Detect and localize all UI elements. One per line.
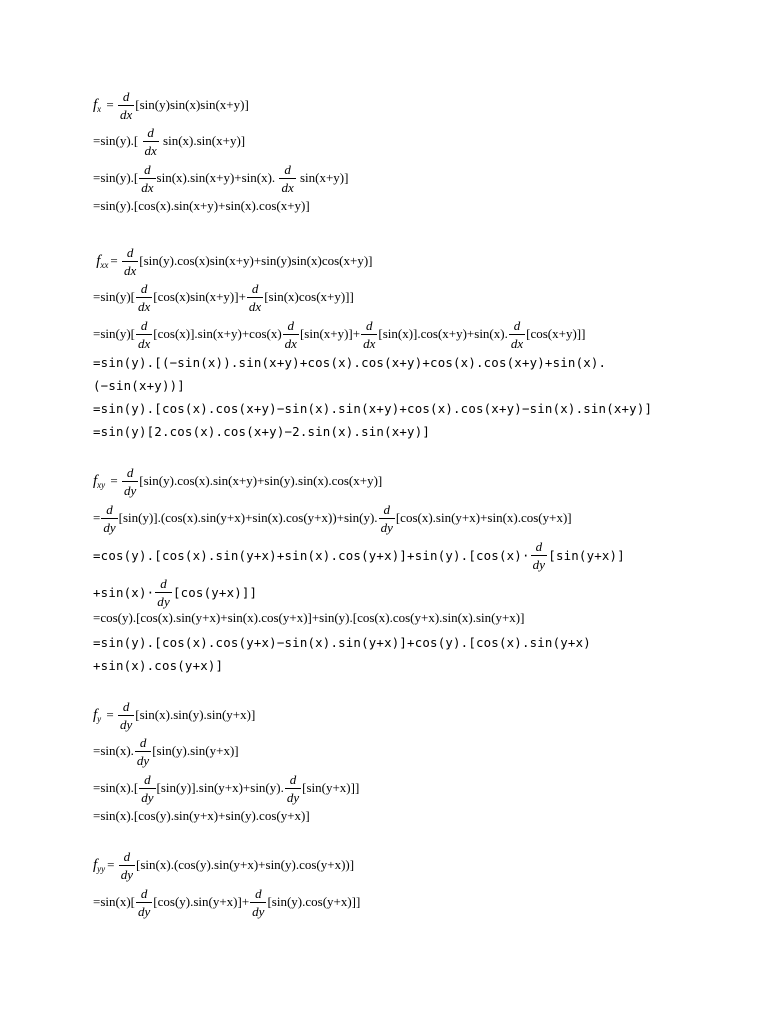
equation-text: =: [103, 97, 118, 112]
fraction-numerator: d: [284, 161, 291, 177]
equation-text: [sin(y)].sin(y+x)+sin(y).: [156, 780, 284, 795]
fraction-denominator: dx: [248, 298, 262, 314]
fraction-numerator: d: [126, 244, 134, 260]
fraction-numerator: d: [126, 464, 134, 480]
fraction-denominator: dx: [284, 335, 297, 351]
equation-text: =: [103, 707, 118, 722]
fraction-numerator: d: [287, 317, 295, 333]
equation-text: =sin(x)[: [93, 894, 135, 909]
equation-text: [sin(y+x)]]: [302, 780, 360, 795]
fraction-denominator: dy: [380, 519, 393, 535]
equation-text: =sin(x).[cos(y).sin(y+x)+sin(y).cos(y+x)]: [93, 808, 310, 823]
equation-text: [sin(x)].cos(x+y)+sin(x).: [378, 326, 508, 341]
fraction-numerator: d: [513, 317, 521, 333]
fraction-denominator: dy: [136, 752, 150, 768]
equation-text: =cos(y).[cos(x).sin(y+x)+sin(x).cos(y+x)]+sin(y).[cos(x).cos(y+x).sin(x).sin(y+x)]: [93, 610, 525, 625]
fraction-numerator: d: [139, 734, 147, 750]
fraction-denominator: dy: [103, 519, 116, 535]
equation-text: =sin(x).: [93, 743, 134, 758]
equation-text: [sin(y+x)]: [548, 547, 625, 563]
function-subscript: yy: [97, 864, 106, 874]
fraction-denominator: dy: [286, 789, 300, 805]
fraction-numerator: d: [140, 317, 148, 333]
fraction-denominator: dx: [138, 335, 151, 351]
equation-text: =cos(y).[cos(x).sin(y+x)+sin(x).cos(y+x)]+sin(y).[cos(x)·: [93, 547, 530, 563]
equation-text: =: [107, 473, 122, 488]
fraction-numerator: d: [535, 538, 543, 554]
equation-text: [cos(y+x)]]: [172, 584, 258, 600]
equation-text: =: [93, 510, 101, 525]
function-symbol: f: [93, 706, 98, 723]
fraction-denominator: dy: [120, 716, 133, 732]
equation-text: [sin(x).(cos(y).sin(y+x)+sin(y).cos(y+x))]: [136, 857, 355, 872]
function-subscript: x: [97, 104, 102, 114]
fraction-numerator: d: [144, 771, 151, 787]
equation-text: sin(x).sin(x+y)]: [159, 133, 246, 148]
equation-text: [sin(y)sin(x)sin(x+y)]: [135, 97, 249, 112]
fraction-numerator: d: [106, 501, 113, 517]
equation-line: [93, 796, 310, 836]
derivative-fraction: [136, 282, 152, 313]
equation-line: [93, 731, 239, 771]
equation-text: (−sin(x+y))]: [93, 377, 185, 393]
fraction-denominator: dx: [144, 142, 157, 158]
equation-text: =sin(x).[: [93, 780, 139, 795]
equation-text: =sin(y)[: [93, 326, 135, 341]
equation-text: =sin(y).[: [93, 170, 139, 185]
fraction-numerator: d: [122, 698, 130, 714]
equation-text: =sin(y).[cos(x).cos(x+y)−sin(x).sin(x+y)+cos(x).cos(x+y)−sin(x).sin(x+y)]: [93, 400, 653, 416]
equation-text: +sin(x)·: [93, 584, 155, 600]
fraction-denominator: dy: [138, 903, 151, 919]
equation-text: =: [110, 253, 122, 268]
equation-text: sin(x+y)]: [296, 170, 349, 185]
fraction-denominator: dy: [120, 866, 134, 882]
fraction-denominator: dx: [124, 262, 137, 278]
fraction-numerator: d: [122, 88, 130, 104]
fraction-denominator: dx: [138, 298, 151, 314]
derivative-fraction: [118, 90, 134, 121]
fraction-denominator: dy: [157, 593, 170, 609]
fraction-numerator: d: [251, 280, 259, 296]
equation-text: [sin(y).cos(y+x)]]: [267, 894, 361, 909]
equation-text: =sin(y).[cos(x).cos(y+x)−sin(x).sin(y+x)]+cos(y).[cos(x).sin(y+x): [93, 634, 591, 650]
fraction-denominator: dx: [510, 335, 524, 351]
equation-line: [93, 645, 223, 685]
fraction-numerator: d: [147, 124, 154, 140]
equation-text: [cos(y).sin(y+x)]+: [153, 894, 250, 909]
equation-line: [93, 186, 310, 226]
function-symbol: f: [93, 96, 98, 113]
function-subscript: xy: [97, 480, 106, 490]
fraction-numerator: d: [289, 771, 297, 787]
equation-line: [93, 411, 430, 451]
equation-line: [93, 277, 354, 317]
fraction-numerator: d: [123, 848, 131, 864]
derivative-fraction: [101, 503, 117, 534]
function-subscript: y: [97, 714, 102, 724]
derivative-fraction: [118, 700, 134, 731]
equation-line: [93, 535, 625, 575]
derivative-fraction: [122, 246, 138, 277]
fraction-numerator: d: [160, 575, 167, 591]
fraction-denominator: dx: [281, 179, 294, 195]
equation-text: +sin(x).cos(y+x)]: [93, 657, 224, 673]
equation-line: [93, 695, 255, 735]
equation-text: =sin(y)[2.cos(x).cos(x+y)−2.sin(x).sin(x+y)]: [93, 423, 431, 439]
equation-line: [93, 121, 245, 161]
function-subscript: xx: [100, 260, 109, 270]
equation-line: [93, 498, 572, 538]
fraction-denominator: dx: [141, 179, 154, 195]
fraction-denominator: dy: [141, 789, 154, 805]
derivative-fraction: [136, 887, 152, 918]
function-symbol: f: [93, 856, 98, 873]
equation-line: [93, 882, 360, 922]
equation-line: [93, 845, 354, 885]
equation-text: [cos(x+y)]]: [526, 326, 586, 341]
equation-text: =sin(y)[: [93, 289, 135, 304]
equation-text: =sin(y).[: [93, 133, 142, 148]
equation-text: [sin(x)cos(x+y)]]: [264, 289, 354, 304]
fraction-numerator: d: [140, 280, 148, 296]
derivative-fraction: [531, 540, 548, 571]
fraction-numerator: d: [365, 317, 373, 333]
derivative-fraction: [247, 282, 263, 313]
derivative-fraction: [143, 126, 159, 157]
equation-line: [93, 461, 382, 501]
equation-text: =: [107, 857, 118, 872]
fraction-denominator: dy: [252, 903, 265, 919]
equation-line: [93, 241, 373, 281]
function-symbol: f: [93, 472, 98, 489]
fraction-numerator: d: [144, 161, 151, 177]
equation-text: =sin(y).[(−sin(x)).sin(x+y)+cos(x).cos(x+y)+cos(x).cos(x+y)+sin(x).: [93, 354, 607, 370]
equation-text: =sin(y).[cos(x).sin(x+y)+sin(x).cos(x+y)]: [93, 198, 310, 213]
derivative-fraction: [379, 503, 395, 534]
fraction-denominator: dy: [532, 556, 546, 572]
fraction-numerator: d: [255, 885, 262, 901]
fraction-denominator: dx: [120, 106, 133, 122]
equation-text: [sin(x+y)]+: [299, 326, 361, 341]
equation-line: [93, 85, 249, 125]
equation-text: [cos(x)sin(x+y)]+: [153, 289, 246, 304]
derivative-fraction: [135, 736, 151, 767]
equation-text: sin(x).sin(x+y)+sin(x).: [156, 170, 279, 185]
derivative-fraction: [122, 466, 138, 497]
equation-text: [cos(x).sin(y+x)+sin(x).cos(y+x)]: [395, 510, 572, 525]
derivative-fraction: [119, 850, 135, 881]
fraction-numerator: d: [140, 885, 148, 901]
fraction-numerator: d: [383, 501, 390, 517]
equation-text: [sin(y)].(cos(x).sin(y+x)+sin(x).cos(y+x))+sin(y).: [118, 510, 378, 525]
fraction-denominator: dx: [363, 335, 376, 351]
equation-text: [sin(y).cos(x)sin(x+y)+sin(y)sin(x)cos(x+y)]: [139, 253, 373, 268]
equation-text: [sin(x).sin(y).sin(y+x)]: [135, 707, 256, 722]
equation-text: [sin(y).cos(x).sin(x+y)+sin(y).sin(x).cos(x+y)]: [139, 473, 383, 488]
derivative-fraction: [250, 887, 266, 918]
fraction-denominator: dy: [124, 482, 137, 498]
function-symbol: f: [96, 252, 101, 269]
equation-text: [cos(x)].sin(x+y)+cos(x): [153, 326, 282, 341]
equation-text: [sin(y).sin(y+x)]: [152, 743, 239, 758]
